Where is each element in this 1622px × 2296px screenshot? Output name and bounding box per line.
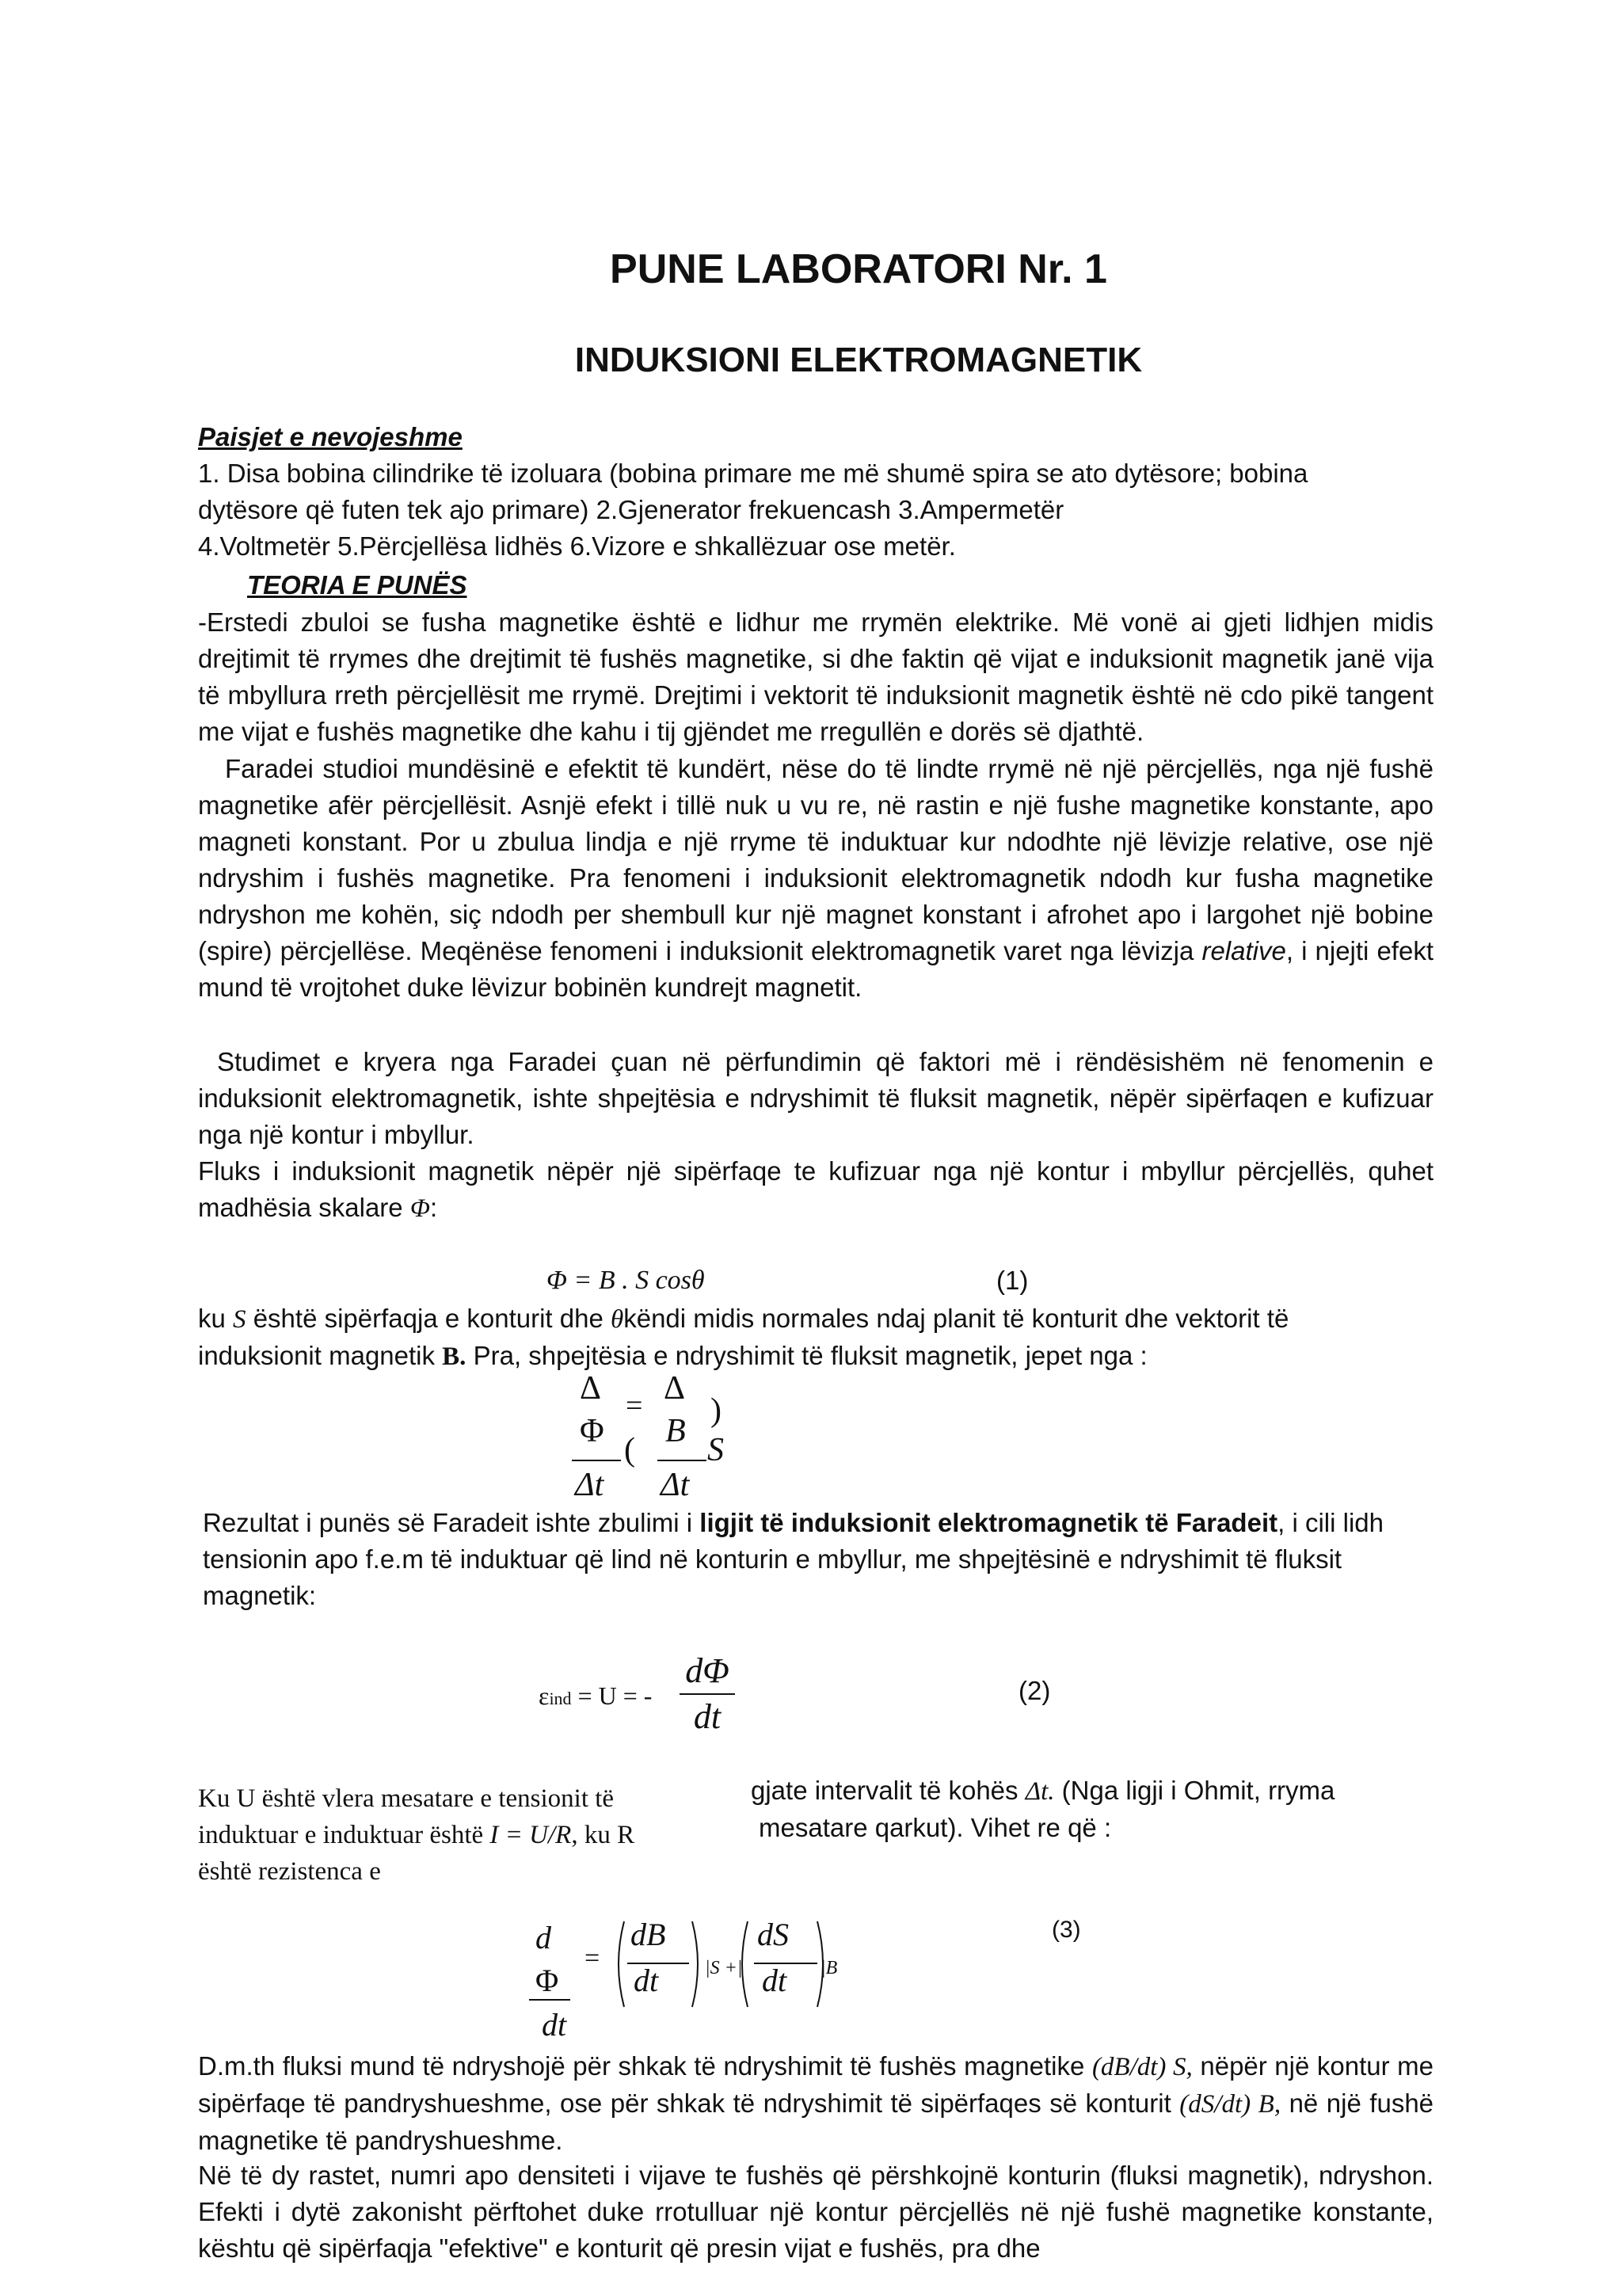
closing-p1-italic-2: (dS/dt) B,	[1179, 2090, 1281, 2119]
eq3-dB-bar	[627, 1963, 689, 1964]
rate-delta-t-1: Δt	[575, 1467, 604, 1503]
faraday-bold: ligjit të induksionit elektromagnetik të Faradeit	[699, 1508, 1278, 1537]
closing-p1a: D.m.th fluksi mund të ndryshojë për shkak të ndryshimit të fushës magnetike	[198, 2051, 1085, 2081]
theory-paragraph-3: Studimet e kryera nga Faradei çuan në përfundimin që faktori më i rëndësishëm në fenomenin e induksionit elektromagnetik, ishte shpejtësia e ndryshimit të fluksit magnetik, nëpër sipërfaqen e kufizuar nga një kontur i mbyllur.	[198, 1047, 1434, 1149]
eq2-denominator: dt	[693, 1697, 722, 1736]
p4-end: :	[429, 1193, 438, 1222]
equation-2-number: (2)	[1019, 1676, 1051, 1705]
left-col-line-3: është rezistenca e	[198, 1857, 381, 1886]
theory-heading: TEORIA E PUNËS	[247, 570, 467, 600]
right-column	[751, 1772, 1464, 1846]
rate-paren-open: (	[624, 1432, 635, 1468]
rate-fraction-bar-1	[572, 1460, 621, 1461]
closing-p1b: nëpër një kontur me sipërfaqe të pandryshueshme, ose për shkak të ndryshimit të sipërfaqes së konturit	[198, 2051, 1434, 2118]
ae-theta: θ	[611, 1305, 624, 1334]
equation-2	[539, 1677, 652, 1717]
equipment-heading: Paisjet e nevojeshme	[198, 422, 463, 451]
rate-equals: =	[626, 1389, 643, 1422]
eq3-d: d	[535, 1920, 551, 1955]
eq2-mid: = U = -	[571, 1681, 653, 1710]
rate-delta-1: Δ	[580, 1370, 602, 1407]
left-column	[198, 1780, 721, 1890]
eq3-dS: dS	[757, 1917, 789, 1952]
eq3-dS-bar	[754, 1963, 817, 1964]
ae-e: Pra, shpejtësia e ndryshimit të fluksit magnetik, jepet nga :	[473, 1341, 1148, 1370]
left-col-line-2b: , ku R	[571, 1821, 635, 1849]
right-col-line-1a: gjate intervalit të kohës	[751, 1776, 1019, 1805]
eq2-sub: ind	[549, 1689, 572, 1708]
p2-text-b: , i njejti efekt mund të vrojtohet duke lëvizur bobinën kundrejt magnetit.	[198, 936, 1434, 1002]
eq3-splus: |S +|	[705, 1958, 743, 1978]
faraday-paragraph	[203, 1505, 1438, 1614]
closing-p1-italic-1: (dB/dt) S,	[1091, 2053, 1193, 2081]
page-subtitle: INDUKSIONI ELEKTROMAGNETIK	[574, 341, 1143, 379]
ae-bold-b: B.	[442, 1342, 466, 1371]
theory-paragraph-2	[198, 751, 1434, 1006]
ae-b: është sipërfaqja e konturit dhe	[253, 1304, 603, 1333]
equation-1-number: (1)	[996, 1266, 1029, 1295]
eq3-dB: dB	[630, 1917, 666, 1952]
eq2-fraction	[680, 1649, 735, 1739]
eq3-dt2: dt	[762, 1963, 787, 1998]
phi-symbol: Φ	[409, 1194, 430, 1223]
eq2-numerator: dΦ	[680, 1649, 735, 1695]
eq3-dt: dt	[542, 2007, 567, 2043]
right-col-line-1b: (Nga ligji i Ohmit, rryma	[1061, 1776, 1335, 1805]
rate-b: B	[665, 1413, 686, 1449]
faraday-a: Rezultat i punës së Faradeit ishte zbulimi i	[203, 1508, 693, 1537]
equipment-line-1: 1. Disa bobina cilindrike të izoluara (bobina primare me më shumë spira se ato dytësore; bobina	[198, 459, 1308, 488]
eq3-phi: Φ	[535, 1963, 559, 1998]
rate-paren-close: )	[710, 1392, 722, 1429]
equipment-section	[198, 419, 1434, 565]
faraday-b: , i cili lidh tensionin apo f.e.m të induktuar që lind në konturin e mbyllur, me shpejtësinë e ndryshimit të fluksit magnetik:	[203, 1508, 1384, 1610]
equation-1: Φ = B . S cosθ	[546, 1266, 705, 1295]
eq2-epsilon: ε	[539, 1681, 550, 1710]
right-col-line-2: mesatare qarkut). Vihet re që :	[759, 1813, 1112, 1842]
closing-paragraph-2: Në të dy rastet, numri apo densiteti i vijave te fushës që përshkojnë konturin (fluksi magnetik), ndryshon. Efekti i dytë zakonisht përftohet duke rrotulluar një kontur përcjellës në një fushë magnetike konstante, kështu që sipërfaqja "efektive" e konturit që presin vijat e fushës, pra dhe	[198, 2161, 1434, 2263]
rate-fraction-bar-2	[657, 1460, 706, 1461]
rate-delta-t-2: Δt	[661, 1467, 690, 1503]
closing-paragraph-1	[198, 2048, 1434, 2159]
p4-text: Fluks i induksionit magnetik nëpër një sipërfaqe te kufizuar nga një kontur i mbyllur përcjellës, quhet madhësia skalare	[198, 1156, 1434, 1222]
eq3-brackets	[610, 1917, 840, 2012]
theory-paragraph-4	[198, 1153, 1434, 1227]
rate-phi: Φ	[580, 1413, 604, 1449]
ae-s: S	[233, 1305, 246, 1334]
left-col-ohm: I = U/R	[489, 1821, 572, 1849]
p2-italic: relative	[1201, 936, 1286, 965]
ae-c: këndi midis normales ndaj planit të konturit dhe vektorit të	[623, 1304, 1289, 1333]
ae-d: induksionit magnetik	[198, 1341, 435, 1370]
equipment-line-3: 4.Voltmetër 5.Përcjellësa lidhës 6.Vizore e shkallëzuar ose metër.	[198, 531, 956, 561]
eq3-equals: =	[584, 1944, 600, 1973]
eq3-bsuffix: |B	[821, 1958, 838, 1978]
rate-s: S	[707, 1432, 724, 1468]
left-col-line-1: Ku U është vlera mesatare e tensionit të	[198, 1784, 615, 1813]
after-eq1-paragraph	[198, 1300, 1434, 1375]
ae-a: ku	[198, 1304, 226, 1333]
eq3-dt1: dt	[634, 1963, 659, 1998]
right-col-delta-t: Δt.	[1025, 1777, 1055, 1806]
rate-delta-2: Δ	[664, 1370, 686, 1407]
eq3-fraction-bar	[529, 1999, 570, 2001]
equipment-line-2: dytësore që futen tek ajo primare) 2.Gjenerator frekuencash 3.Ampermetër	[198, 495, 1064, 524]
theory-paragraph-1: -Erstedi zbuloi se fusha magnetike është e lidhur me rrymën elektrike. Më vonë ai gjeti lidhjen midis drejtimit të rrymes dhe drejtimit të fushës magnetike, si dhe faktin që vijat e induksionit magnetik janë vija të mbyllura rreth përcjellësit me rrymë. Drejtimi i vektorit të induksionit magnetik është në cdo pikë tangent me vijat e fushës magnetike dhe kahu i tij gjëndet me rregullën e dorës së djathtë.	[198, 607, 1434, 746]
p2-text-a: Faradei studioi mundësinë e efektit të kundërt, nëse do të lindte rrymë në një përcjellës, nga një fushë magnetike afër përcjellësit. Asnjë efekt i tillë nuk u vu re, në rastin e një fushe magnetike konstante, apo magneti konstant. Por u zbulua lindja e një rryme të induktuar kur ndodhte një lëvizje relative, ose një ndryshim i fushës magnetike. Pra fenomeni i induksionit elektromagnetik ndodh kur fusha magnetike ndryshon me kohën, siç ndodh per shembull kur një magnet konstant i afrohet apo i largohet një bobine (spire) përcjellëse. Meqënëse fenomeni i induksionit elektromagnetik varet nga lëvizja	[198, 754, 1434, 965]
equation-3-number: (3)	[1052, 1917, 1081, 1943]
left-col-line-2a: induktuar e induktuar është	[198, 1821, 484, 1849]
page-title: PUNE LABORATORI Nr. 1	[610, 246, 1107, 292]
closing-p1c: në një fushë magnetike të pandryshueshme.	[198, 2088, 1434, 2155]
